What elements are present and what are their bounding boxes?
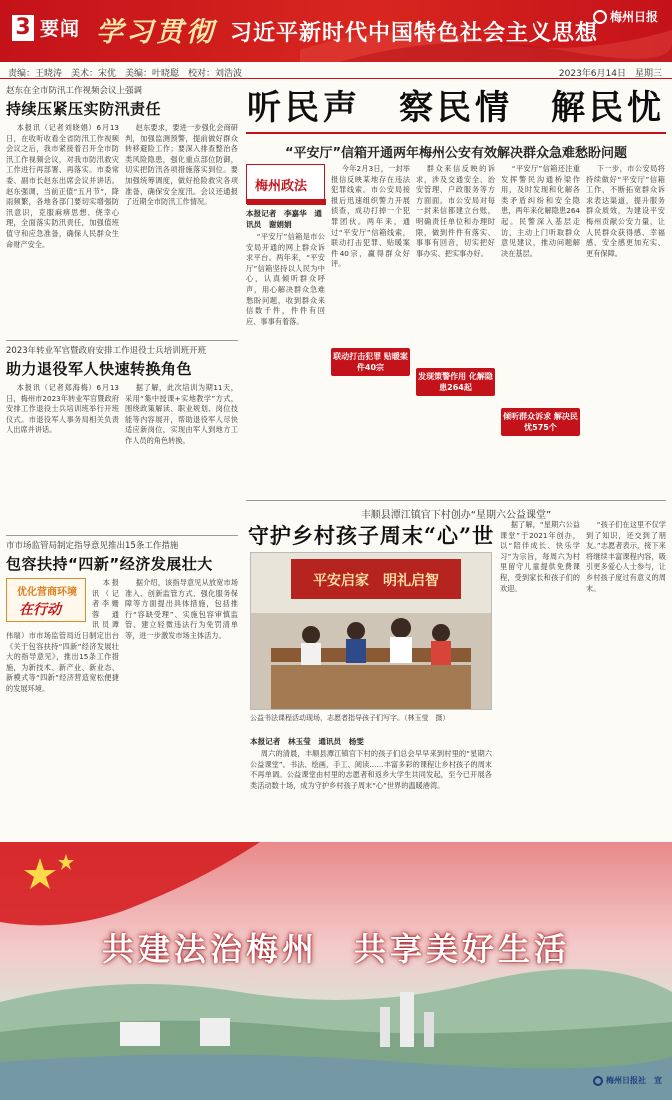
article-column: 据了解，此次培训为期11天，采用“集中授课+实地教学”方式，围绕政策解读、职业规划、岗位技能等内容展开，帮助退役军人尽快适应新岗位，实现由军人到地方工作人员的角色转换。 (125, 383, 238, 445)
column-tag (246, 164, 325, 204)
feature-title: 听民声 察民情 解民忧 (247, 88, 665, 128)
article-veterans (6, 340, 238, 530)
article-headline: 包容扶持“四新”经济发展壮大 (6, 555, 213, 573)
article-column: 本报讯（记者郑海梅）6月13日，梅州市2023年转业军官暨政府安排工作退役士兵培训班举行开班仪式。市退役军人事务局相关负责人出席并讲话。 (6, 383, 119, 435)
subhead-pill: 倾听群众诉求 解决民忧575个 (501, 408, 580, 436)
slogan-calligraphy: 学习贯彻 (96, 17, 216, 48)
article-body: 本报记者 林玉莹 通讯员 杨雯 周六的清晨，丰顺县潭江镇官下村的孩子们总会早早来到村里的“星期六公益课堂”。书法、绘画、手工、阅读……丰富多彩的课程让乡村孩子的周末不再单调。公益课堂由村里的志愿者和返乡大学生共同发起，至今已开展各类活动数十场，成为守护乡村孩子周末“心”世界的温暖港湾。 (250, 736, 666, 836)
article-four-new-economy (6, 535, 238, 835)
issue-date: 2023年6月14日 星期三 (558, 69, 662, 79)
business-environment-stamp (6, 578, 86, 622)
article-column: 据了解，“星期六公益课堂”于2021年创办，以“陪伴成长、快乐学习”为宗旨，每周六为村里留守儿童提供免费课程，受到家长和孩子们的欢迎。 (500, 520, 580, 593)
editors: 责编：王晓涛 美术：宋优 美编：叶晓聪 校对：刘浩波 (8, 69, 243, 79)
subhead-pill: 发现策警作用 化解隐患264起 (416, 368, 495, 396)
article-kicker: 赵东在全市防汛工作视频会议上强调 (6, 86, 143, 96)
feature-body (246, 164, 666, 494)
logo-icon (593, 1076, 603, 1086)
section-name: 要闻 (40, 18, 81, 40)
article-kicker: 2023年转业军官暨政府安排工作退役士兵培训班开班 (6, 346, 207, 356)
slogan: 习近平新时代中国特色社会主义思想 (230, 21, 599, 46)
stamp-slogan: 在行动 (19, 602, 61, 618)
classroom-sign: 平安启家 明礼启智 (313, 573, 439, 589)
article-column: 据介绍，该指导意见从放宽市场准入、创新监管方式、强化服务保障等方面提出具体措施，包括推行“容缺受理”、实施包容审慎监管、建立轻微违法行为免罚清单等，进一步激发市场主体活力。 (125, 578, 238, 640)
article-column: “孩子们在这里不仅学到了知识，还交到了朋友。”志愿者表示，接下来将继续丰富课程内容，吸引更多爱心人士参与，让乡村孩子度过有意义的周末。 (586, 520, 666, 593)
article-headline: 守护乡村孩子周末“心”世 (247, 523, 495, 548)
rule-of-law-banner (0, 842, 672, 1100)
article-headline: 持续压紧压实防汛责任 (6, 100, 162, 118)
banner-footer-text: 梅州日报社 宣 (606, 1076, 662, 1085)
paper-logo (593, 8, 658, 25)
page-label (12, 14, 80, 41)
article-kicker: 市市场监管局制定指导意见推出15条工作措施 (6, 541, 179, 551)
article-flood-control (6, 84, 238, 334)
classroom-photo (250, 552, 492, 710)
feature-column: 群众来信反映的诉求，涉及交通安全、治安管理、户政服务等方方面面。市公安局对每一封来信都建立台账，明确责任单位和办理时限，做到件件有落实、事事有回音，切实把好事办实、把实事办好。 发现策警作用 化解隐患264起 (416, 164, 495, 494)
column-tag-label: 梅州政法 (255, 179, 308, 194)
masthead (0, 0, 672, 62)
banner-footer (593, 1075, 662, 1086)
feature-subtitle: “平安厅”信箱开通两年梅州公安有效解决群众急难愁盼问题 (284, 146, 628, 161)
byline: 本报记者 李嘉华 通讯员 谢娟娟 (246, 209, 322, 229)
feature-column: 下一步，市公安局将持续做好“平安厅”信箱工作，不断拓宽群众诉求表达渠道，提升服务群众质效，为建设平安梅州贡献公安力量，让人民群众获得感、幸福感、安全感更加充实、更有保障。 (586, 164, 665, 258)
banner-slogan: 共建法治梅州 共享美好生活 (101, 930, 570, 968)
classroom-photo-illustration (251, 553, 492, 710)
byline: 本报记者 林玉莹 通讯员 杨雯 (250, 737, 364, 746)
article-column: 赵东要求，要进一步强化会商研判，加强监测预警，提前做好群众转移避险工作；要深入排查整治各类风险隐患，强化重点部位防御，切实把防汛各项措施落实到位。要加强统筹调度，做好抢险救灾各项准备，确保安全度汛。会议还通报了近期全市防汛工作情况。 (125, 123, 238, 207)
feature-column: “平安厅”信箱还注重发挥警民沟通桥梁作用，及时发现和化解各类矛盾纠纷和安全隐患，两年来化解隐患264起。民警深入基层走访，主动上门听取群众意见建议，推动问题解决在基层。 倾听群众诉求 解决民忧575个 (501, 164, 580, 494)
article-kicker: 丰顺县潭江镇官下村创办“星期六公益课堂” (360, 510, 552, 521)
logo-icon (593, 10, 607, 24)
article-column: 优化营商环境 在行动 本报讯（记者李姗蓉 通讯员谭伟瑞）市市场监管局近日制定出台《关于包容扶持“四新”经济发展壮大的指导意见》，推出15条工作措施，为新技术、新产业、新业态、新模式等“四新”经济营造宽松便捷的发展环境。 (6, 578, 119, 693)
feature-column: 今年2月3日，一封举报信反映某地存在违法犯罪线索。市公安局接报后迅速组织警力开展侦查，成功打掉一个犯罪团伙。两年来，通过“平安厅”信箱线索，联动打击犯罪、贴暖案件40宗，赢得群众好评。 联动打击犯罪 贴暖案件40宗 (331, 164, 410, 494)
feature-header (246, 86, 666, 134)
info-bar (0, 63, 672, 79)
banner-illustration (0, 842, 672, 1100)
photo-caption: 公益书法课程活动现场，志愿者指导孩子们写字。（林玉莹 摄） (250, 714, 450, 722)
stamp-label: 优化营商环境 (17, 587, 77, 598)
article-side-columns (500, 520, 666, 832)
feature-column: 梅州政法 本报记者 李嘉华 通讯员 谢娟娟 “平安厅”信箱是市公安局开通的网上群众诉求平台。两年来，“平安厅”信箱坚持以人民为中心，认真倾听群众呼声，用心解决群众急难愁盼问题，收到群众来信数千件，件件有回应、事事有着落。 (246, 164, 325, 494)
article-headline: 助力退役军人快速转换角色 (6, 360, 193, 378)
divider (246, 500, 666, 501)
article-column: 本报讯（记者刘晓娟）6月13日，在收听收看全省防汛工作视频会议之后，我市紧接着召开全市防汛工作视频会议，对我市防汛救灾工作进行再部署、再落实。市委常委、副市长赵东出席会议并讲话。赵东强调，当前正值“五月节”，降雨频繁，各地各部门要切实增强防汛意识，克服麻痹思想、侥幸心理，全面落实防汛责任，加强值班值守和应急准备，确保人民群众生命财产安全。 (6, 123, 119, 249)
paper-name: 梅州日报 (609, 10, 658, 24)
subhead-pill: 联动打击犯罪 贴暖案件40宗 (331, 348, 410, 376)
page-number: 3 (12, 15, 34, 41)
